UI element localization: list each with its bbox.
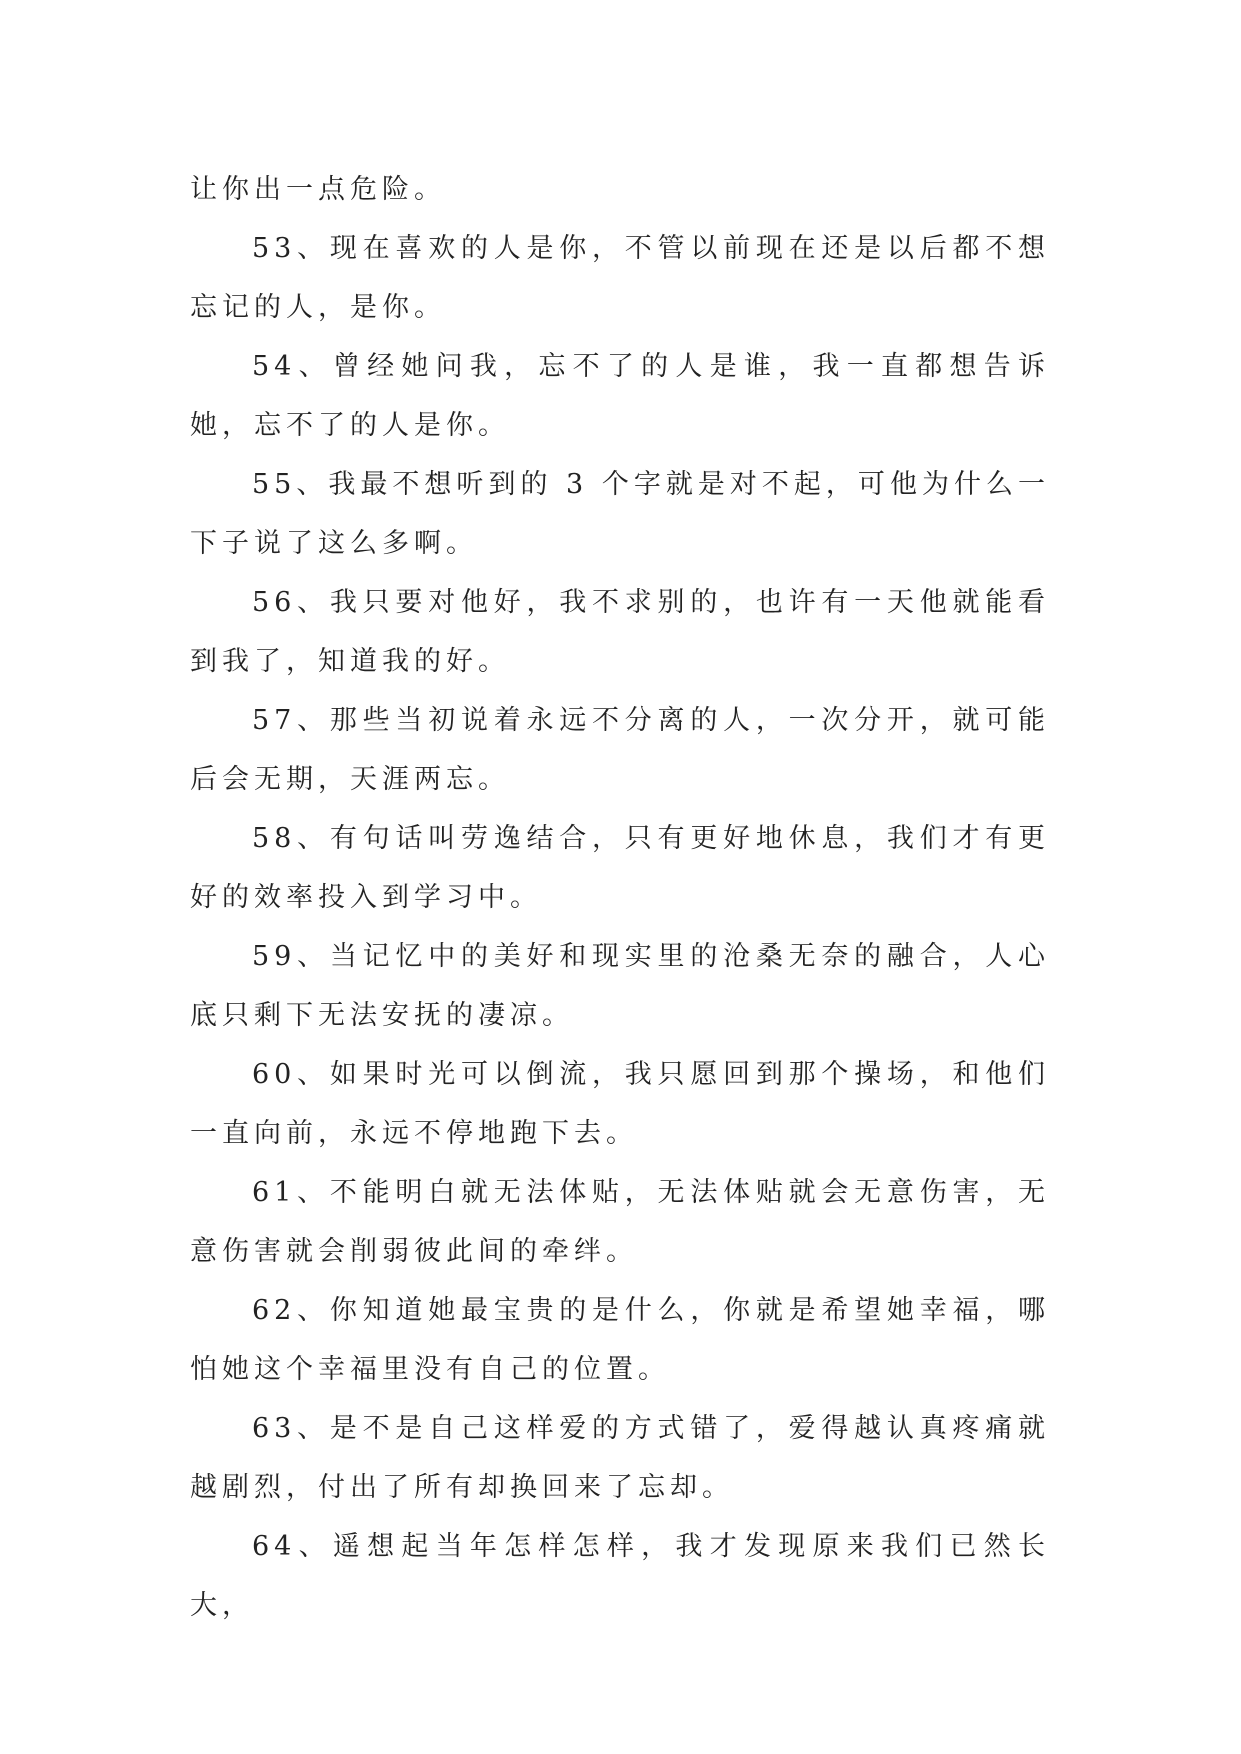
paragraph-54: 54、曾经她问我，忘不了的人是谁，我一直都想告诉她，忘不了的人是你。	[190, 351, 1050, 441]
paragraph-63: 63、是不是自己这样爱的方式错了，爱得越认真疼痛就越剧烈，付出了所有却换回来了忘却。	[190, 1413, 1050, 1503]
paragraph-64: 64、遥想起当年怎样怎样，我才发现原来我们已然长大，	[190, 1531, 1050, 1621]
document-body	[190, 160, 1050, 1635]
paragraph-58: 58、有句话叫劳逸结合，只有更好地休息，我们才有更好的效率投入到学习中。	[190, 823, 1050, 913]
paragraph-61: 61、不能明白就无法体贴，无法体贴就会无意伤害，无意伤害就会削弱彼此间的牵绊。	[190, 1177, 1050, 1267]
paragraph-60: 60、如果时光可以倒流，我只愿回到那个操场，和他们一直向前，永远不停地跑下去。	[190, 1059, 1050, 1149]
paragraph-57: 57、那些当初说着永远不分离的人，一次分开，就可能后会无期，天涯两忘。	[190, 705, 1050, 795]
paragraph-continuation: 让你出一点危险。	[190, 174, 446, 205]
paragraph-56: 56、我只要对他好，我不求别的，也许有一天他就能看到我了，知道我的好。	[190, 587, 1050, 677]
paragraph-59: 59、当记忆中的美好和现实里的沧桑无奈的融合，人心底只剩下无法安抚的凄凉。	[190, 941, 1050, 1031]
paragraph-53: 53、现在喜欢的人是你，不管以前现在还是以后都不想忘记的人，是你。	[190, 233, 1050, 323]
paragraph-62: 62、你知道她最宝贵的是什么，你就是希望她幸福，哪怕她这个幸福里没有自己的位置。	[190, 1295, 1050, 1385]
paragraph-55: 55、我最不想听到的 3 个字就是对不起，可他为什么一下子说了这么多啊。	[190, 469, 1050, 559]
